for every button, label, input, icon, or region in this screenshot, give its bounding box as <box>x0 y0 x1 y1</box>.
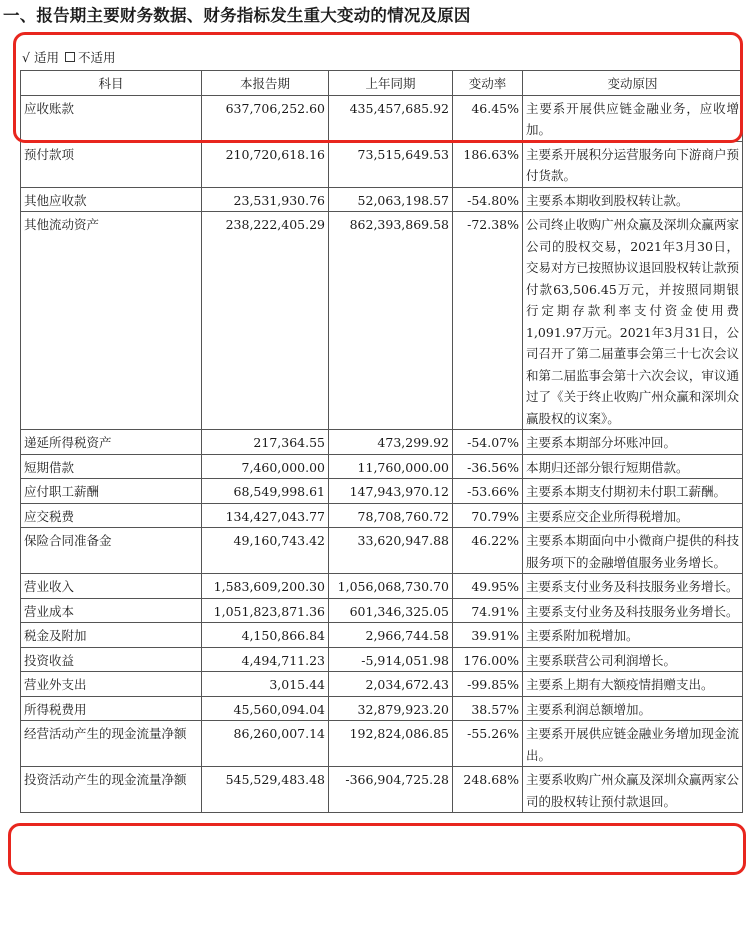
row-prior-value: -5,914,051.98 <box>329 647 453 672</box>
row-prior-value: -366,904,725.28 <box>329 767 453 813</box>
row-subject: 投资收益 <box>21 647 202 672</box>
header-prior-period: 上年同期 <box>329 71 453 96</box>
row-change-reason: 主要系本期支付期初未付职工薪酬。 <box>523 479 743 504</box>
row-subject: 预付款项 <box>21 141 202 187</box>
row-change-reason: 主要系联营公司利润增长。 <box>523 647 743 672</box>
row-change-rate: 46.22% <box>453 528 523 574</box>
row-change-reason: 主要系本期面向中小微商户提供的科技服务项下的金融增值服务业务增长。 <box>523 528 743 574</box>
table-row <box>21 767 743 813</box>
row-change-rate: 248.68% <box>453 767 523 813</box>
applicable-label: 适用 <box>33 50 59 65</box>
header-current-period: 本报告期 <box>202 71 329 96</box>
header-change-reason: 变动原因 <box>523 71 743 96</box>
row-change-rate: 74.91% <box>453 598 523 623</box>
row-change-rate: 176.00% <box>453 647 523 672</box>
row-change-rate: -54.80% <box>453 187 523 212</box>
table-row <box>21 528 743 574</box>
table-row <box>21 212 743 430</box>
header-change-rate: 变动率 <box>453 71 523 96</box>
row-change-reason: 主要系开展供应链金融业务，应收增加。 <box>523 95 743 141</box>
row-prior-value: 73,515,649.53 <box>329 141 453 187</box>
table-row <box>21 647 743 672</box>
row-prior-value: 52,063,198.57 <box>329 187 453 212</box>
table-row <box>21 430 743 455</box>
row-prior-value: 1,056,068,730.70 <box>329 574 453 599</box>
row-current-value: 238,222,405.29 <box>202 212 329 430</box>
not-applicable-label: 不适用 <box>77 50 116 65</box>
section-title: 一、报告期主要财务数据、财务指标发生重大变动的情况及原因 <box>3 6 471 25</box>
table-row <box>21 672 743 697</box>
row-current-value: 86,260,007.14 <box>202 721 329 767</box>
table-row <box>21 187 743 212</box>
row-prior-value: 11,760,000.00 <box>329 454 453 479</box>
row-subject: 其他应收款 <box>21 187 202 212</box>
row-current-value: 45,560,094.04 <box>202 696 329 721</box>
row-subject: 应付职工薪酬 <box>21 479 202 504</box>
row-change-reason: 主要系应交企业所得税增加。 <box>523 503 743 528</box>
row-change-reason: 主要系本期部分坏账冲回。 <box>523 430 743 455</box>
row-current-value: 637,706,252.60 <box>202 95 329 141</box>
row-prior-value: 33,620,947.88 <box>329 528 453 574</box>
table-row <box>21 721 743 767</box>
row-current-value: 3,015.44 <box>202 672 329 697</box>
row-change-rate: 186.63% <box>453 141 523 187</box>
row-current-value: 1,583,609,200.30 <box>202 574 329 599</box>
row-prior-value: 435,457,685.92 <box>329 95 453 141</box>
row-prior-value: 147,943,970.12 <box>329 479 453 504</box>
table-row <box>21 479 743 504</box>
row-subject: 营业成本 <box>21 598 202 623</box>
row-change-reason: 主要系附加税增加。 <box>523 623 743 648</box>
row-prior-value: 862,393,869.58 <box>329 212 453 430</box>
row-subject: 所得税费用 <box>21 696 202 721</box>
row-change-reason: 主要系开展供应链金融业务增加现金流出。 <box>523 721 743 767</box>
row-subject: 营业外支出 <box>21 672 202 697</box>
row-prior-value: 32,879,923.20 <box>329 696 453 721</box>
row-current-value: 1,051,823,871.36 <box>202 598 329 623</box>
highlight-box-operating-cashflow <box>8 823 746 875</box>
row-subject: 其他流动资产 <box>21 212 202 430</box>
row-prior-value: 192,824,086.85 <box>329 721 453 767</box>
row-current-value: 4,494,711.23 <box>202 647 329 672</box>
row-change-reason: 主要系收购广州众赢及深圳众赢两家公司的股权转让预付款退回。 <box>523 767 743 813</box>
row-current-value: 217,364.55 <box>202 430 329 455</box>
row-change-rate: -99.85% <box>453 672 523 697</box>
row-change-reason: 主要系开展积分运营服务向下游商户预付货款。 <box>523 141 743 187</box>
financial-changes-table <box>20 70 743 813</box>
row-change-rate: -36.56% <box>453 454 523 479</box>
row-current-value: 4,150,866.84 <box>202 623 329 648</box>
row-subject: 应交税费 <box>21 503 202 528</box>
row-subject: 营业收入 <box>21 574 202 599</box>
row-change-rate: 49.95% <box>453 574 523 599</box>
row-change-reason: 公司终止收购广州众赢及深圳众赢两家公司的股权交易，2021年3月30日，交易对方已按照协议退回股权转让款预付款63,506.45万元，并按照同期银行定期存款利率支付资金使用费1,091.97万元。2021年3月31日，公司召开了第二届董事会第三十七次会议和第二届监事会第十六次会议，审议通过了《关于终止收购广州众赢和深圳众赢股权的议案》。 <box>523 212 743 430</box>
row-change-rate: -55.26% <box>453 721 523 767</box>
table-row <box>21 454 743 479</box>
row-current-value: 7,460,000.00 <box>202 454 329 479</box>
header-subject: 科目 <box>21 71 202 96</box>
row-change-rate: -53.66% <box>453 479 523 504</box>
table-row <box>21 141 743 187</box>
row-prior-value: 473,299.92 <box>329 430 453 455</box>
row-current-value: 23,531,930.76 <box>202 187 329 212</box>
row-prior-value: 2,966,744.58 <box>329 623 453 648</box>
row-change-rate: -54.07% <box>453 430 523 455</box>
row-subject: 保险合同准备金 <box>21 528 202 574</box>
row-change-rate: 70.79% <box>453 503 523 528</box>
row-change-rate: 38.57% <box>453 696 523 721</box>
row-change-reason: 主要系利润总额增加。 <box>523 696 743 721</box>
row-current-value: 545,529,483.48 <box>202 767 329 813</box>
row-subject: 递延所得税资产 <box>21 430 202 455</box>
row-subject: 税金及附加 <box>21 623 202 648</box>
table-row <box>21 503 743 528</box>
row-current-value: 210,720,618.16 <box>202 141 329 187</box>
row-current-value: 68,549,998.61 <box>202 479 329 504</box>
row-change-reason: 本期归还部分银行短期借款。 <box>523 454 743 479</box>
row-current-value: 49,160,743.42 <box>202 528 329 574</box>
checkmark-icon: √ <box>22 50 30 65</box>
row-subject: 投资活动产生的现金流量净额 <box>21 767 202 813</box>
row-current-value: 134,427,043.77 <box>202 503 329 528</box>
row-prior-value: 78,708,760.72 <box>329 503 453 528</box>
row-subject: 应收账款 <box>21 95 202 141</box>
row-subject: 经营活动产生的现金流量净额 <box>21 721 202 767</box>
row-change-reason: 主要系本期收到股权转让款。 <box>523 187 743 212</box>
row-prior-value: 2,034,672.43 <box>329 672 453 697</box>
row-change-rate: 46.45% <box>453 95 523 141</box>
table-row <box>21 598 743 623</box>
table-row <box>21 696 743 721</box>
row-change-rate: 39.91% <box>453 623 523 648</box>
row-subject: 短期借款 <box>21 454 202 479</box>
row-change-reason: 主要系支付业务及科技服务业务增长。 <box>523 574 743 599</box>
highlight-box-receivables <box>13 32 743 143</box>
row-change-reason: 主要系上期有大额疫情捐赠支出。 <box>523 672 743 697</box>
table-row <box>21 574 743 599</box>
table-row <box>21 623 743 648</box>
row-change-rate: -72.38% <box>453 212 523 430</box>
row-change-reason: 主要系支付业务及科技服务业务增长。 <box>523 598 743 623</box>
row-prior-value: 601,346,325.05 <box>329 598 453 623</box>
